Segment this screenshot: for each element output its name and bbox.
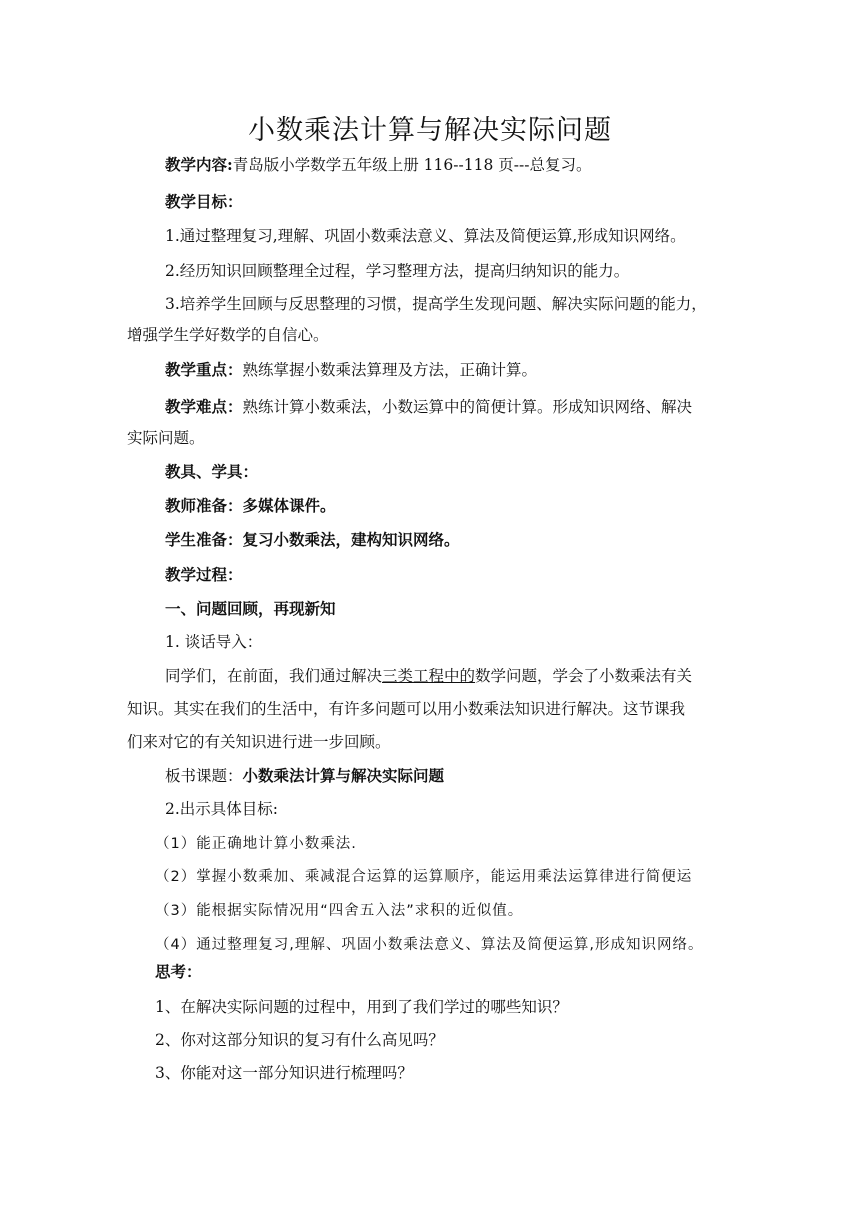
teaching-content-line	[165, 155, 591, 175]
key-point-line	[165, 360, 537, 380]
target-item-4: （4）通过整理复习,理解、巩固小数乘法意义、算法及简便运算,形成知识网络。	[155, 937, 704, 953]
board-title-label: 板书课题：	[165, 767, 243, 785]
teaching-content-text: 青岛版小学数学五年级上册 116--118 页---总复习。	[232, 156, 592, 174]
step-2-heading: 2.出示具体目标:	[165, 800, 279, 818]
key-point-text: 熟练掌握小数乘法算理及方法，正确计算。	[242, 361, 538, 379]
question-2: 2、你对这部分知识的复习有什么高见吗？	[155, 1031, 444, 1049]
board-title-line	[165, 766, 444, 786]
think-label: 思考：	[155, 962, 202, 981]
teaching-content-label: 教学内容:	[165, 155, 233, 174]
key-point-label: 教学重点：	[165, 360, 243, 379]
intro-underlined-text: 三类工程中的	[382, 667, 476, 685]
section-heading-1: 一、问题回顾，再现新知	[165, 599, 336, 618]
intro-paragraph-line-3: 们来对它的有关知识进行进一步回顾。	[127, 733, 391, 751]
question-3: 3、你能对这一部分知识进行梳理吗？	[155, 1064, 413, 1082]
tools-label: 教具、学具：	[165, 462, 259, 481]
target-item-1: （1）能正确地计算小数乘法.	[155, 836, 357, 852]
intro-text-a: 同学们，在前面，我们通过解决	[165, 667, 383, 685]
board-title-text: 小数乘法计算与解决实际问题	[242, 766, 445, 785]
intro-paragraph-line-2: 知识。其实在我们的生活中，有许多问题可以用小数乘法知识进行解决。这节课我	[127, 700, 686, 718]
intro-paragraph-line-1	[165, 666, 692, 686]
goal-item-1: 1.通过整理复习,理解、巩固小数乘法意义、算法及简便运算,形成知识网络。	[165, 227, 686, 245]
target-item-3: （3）能根据实际情况用“四舍五入法”求积的近似值。	[155, 903, 524, 919]
teaching-goals-label: 教学目标：	[165, 192, 243, 211]
goal-item-3: 3.培养学生回顾与反思整理的习惯，提高学生发现问题、解决实际问题的能力，	[165, 295, 707, 313]
goal-item-3-continued: 增强学生学好数学的自信心。	[127, 326, 329, 344]
difficulty-label: 教学难点：	[165, 397, 243, 416]
question-1: 1、在解决实际问题的过程中，用到了我们学过的哪些知识？	[155, 998, 568, 1016]
page-title: 小数乘法计算与解决实际问题	[248, 115, 612, 146]
difficulty-text: 熟练计算小数乘法，小数运算中的简便计算。形成知识网络、解决	[242, 398, 693, 416]
teacher-preparation: 教师准备：多媒体课件。	[165, 496, 336, 515]
target-item-2: （2）掌握小数乘加、乘减混合运算的运算顺序，能运用乘法运算律进行简便运	[155, 869, 693, 885]
student-preparation: 学生准备：复习小数乘法，建构知识网络。	[165, 530, 460, 549]
teaching-process-label: 教学过程：	[165, 565, 243, 584]
intro-text-b: 数学问题，学会了小数乘法有关	[475, 667, 693, 685]
difficulty-text-continued: 实际问题。	[127, 429, 205, 447]
step-1-heading: 1. 谈话导入：	[165, 633, 263, 651]
goal-item-2: 2.经历知识回顾整理全过程，学习整理方法，提高归纳知识的能力。	[165, 262, 630, 280]
difficulty-line	[165, 397, 692, 417]
